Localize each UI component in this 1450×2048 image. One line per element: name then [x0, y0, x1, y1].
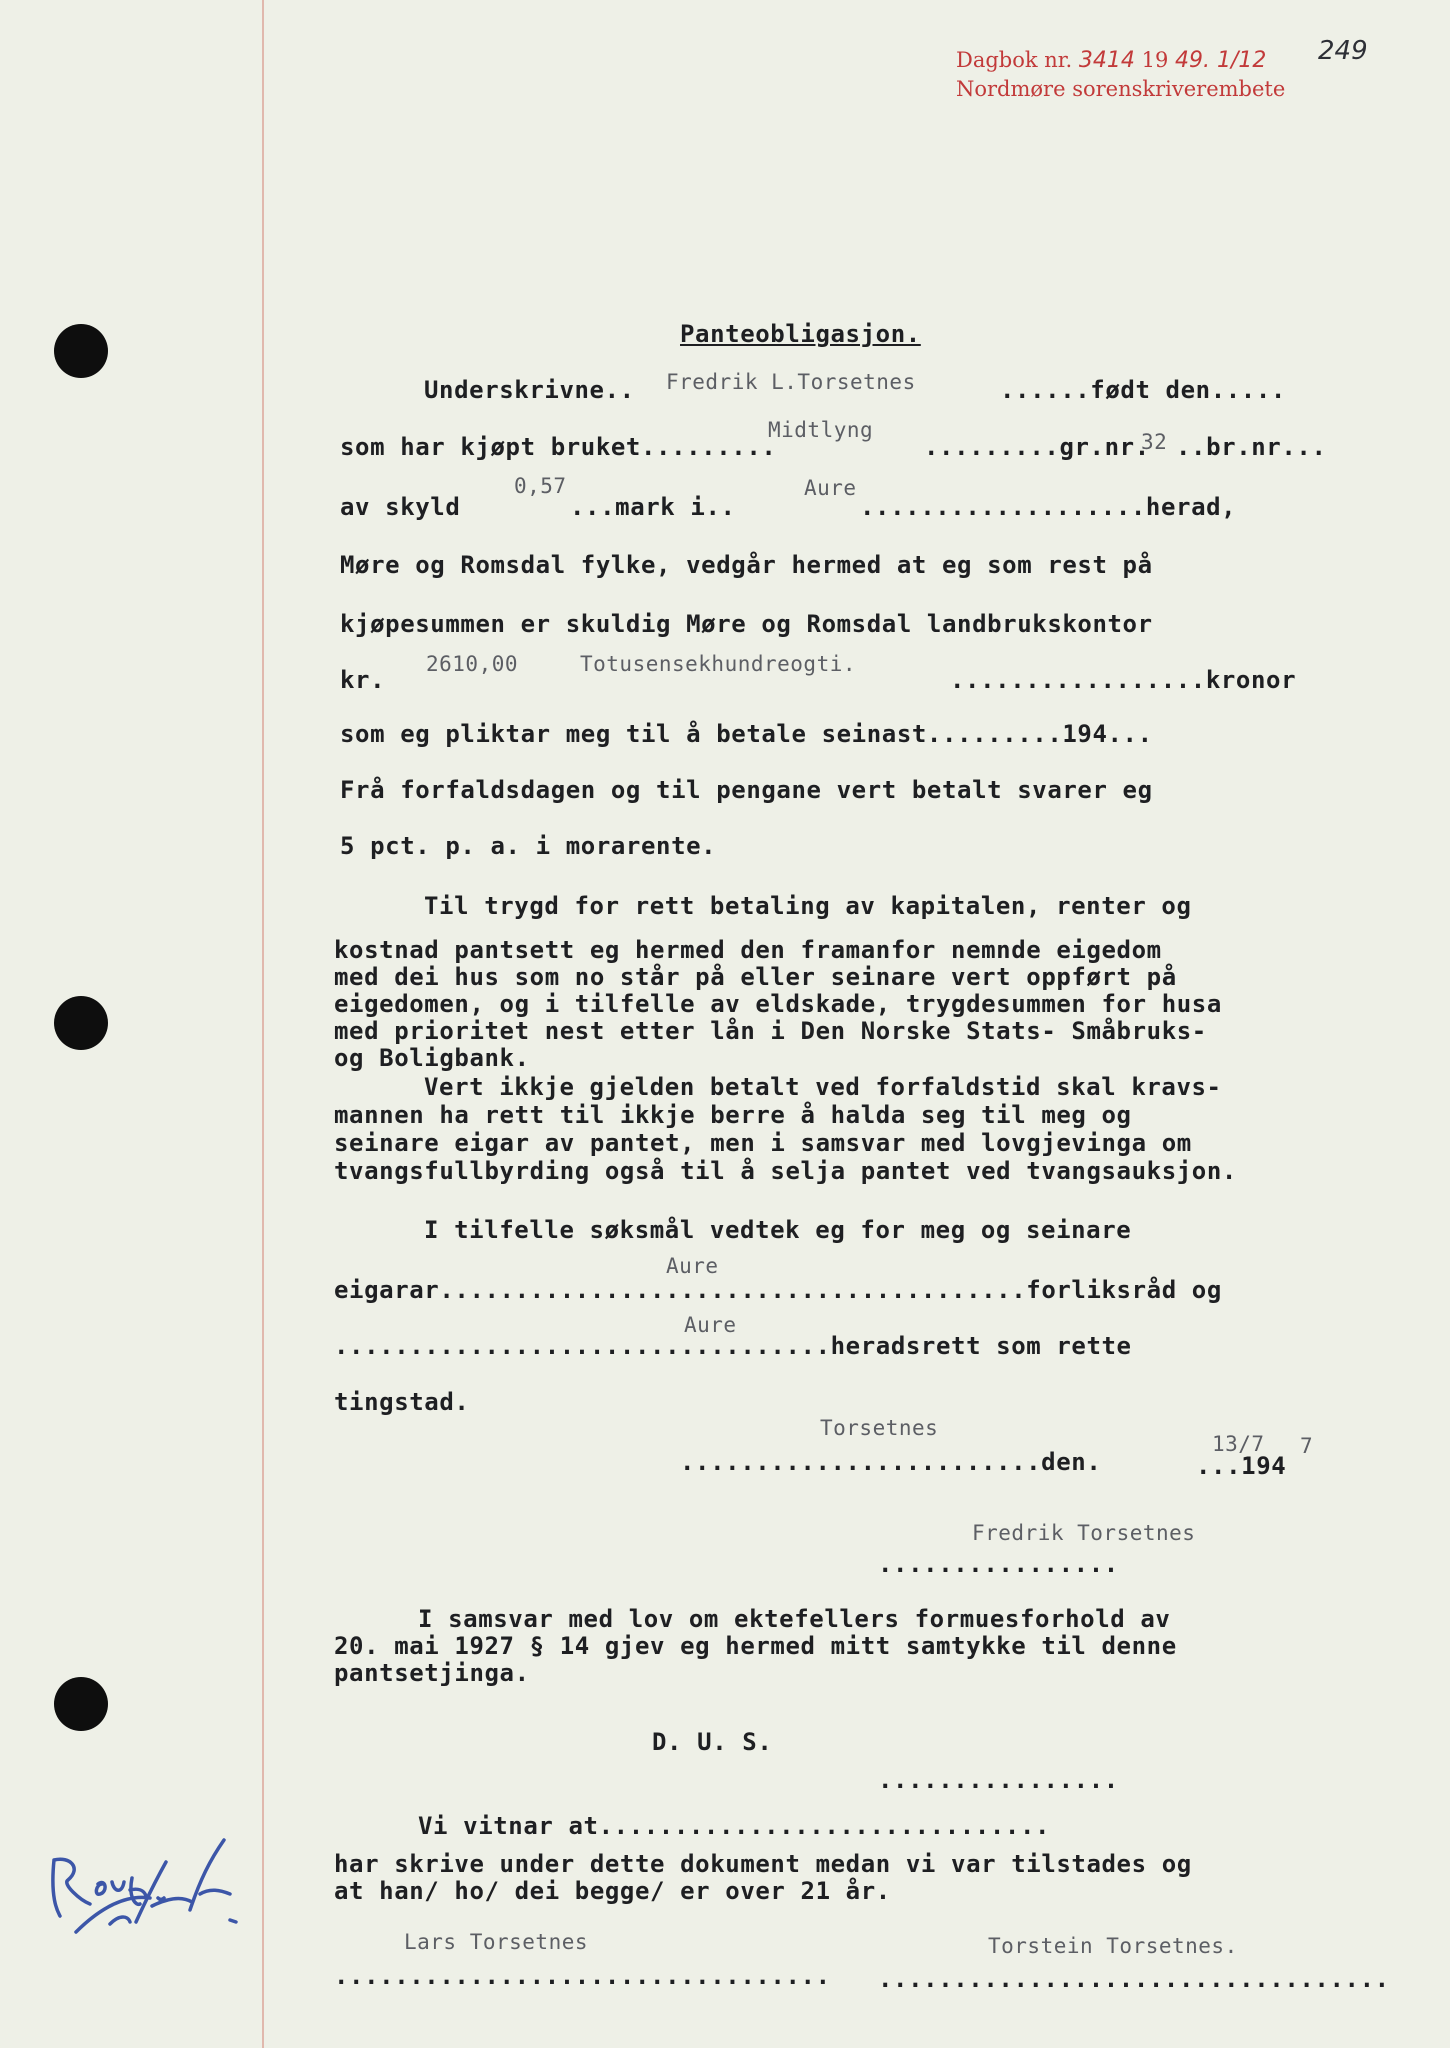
form-line: kr.: [340, 666, 386, 694]
form-line: .................................heradsrett som rette: [334, 1332, 1132, 1360]
stamp-office: Nordmøre sorenskriverembete: [956, 77, 1286, 101]
filled-farm: Midtlyng: [768, 418, 874, 442]
filled-signer: Fredrik Torsetnes: [972, 1521, 1196, 1545]
filled-forliksrad: Aure: [666, 1254, 719, 1278]
filled-gnr: 32: [1141, 430, 1168, 454]
stamp-year-date: 49. 1/12: [1175, 48, 1267, 73]
form-line: med dei hus som no står på eller seinare vert oppført på: [334, 963, 1177, 991]
filled-year-digit: 7: [1300, 1434, 1314, 1458]
form-line: mannen ha rett til ikkje berre å halda seg til meg og: [334, 1101, 1132, 1129]
form-line: kjøpesummen er skuldig Møre og Romsdal landbrukskontor: [340, 610, 1153, 638]
form-line: 5 pct. p. a. i morarente.: [340, 832, 717, 860]
form-line: som har kjøpt bruket.........: [340, 433, 777, 461]
form-line: kostnad pantsett eg hermed den framanfor nemnde eigedom: [334, 936, 1162, 964]
form-line: ......født den.....: [1000, 376, 1286, 404]
form-line: tvangsfullbyrding også til å selja pantet ved tvangsauksjon.: [334, 1157, 1237, 1185]
filled-herad: Aure: [804, 476, 857, 500]
filled-witness-2: Torstein Torsetnes.: [988, 1934, 1238, 1958]
form-line: I samsvar med lov om ektefellers formuesforhold av: [418, 1605, 1171, 1633]
stamp-year-prefix: 19: [1141, 48, 1169, 72]
form-line: Vi vitnar at..............................: [418, 1812, 1051, 1840]
filled-name: Fredrik L.Torsetnes: [666, 370, 916, 394]
filled-heradsrett: Aure: [684, 1313, 737, 1337]
form-line: at han/ ho/ dei begge/ er over 21 år.: [334, 1877, 891, 1905]
form-line: som eg pliktar meg til å betale seinast.........194...: [340, 720, 1153, 748]
form-line: ................: [878, 1766, 1119, 1794]
punch-hole: [54, 996, 108, 1050]
form-line: ...194: [1196, 1452, 1287, 1480]
form-line: ...................herad,: [860, 493, 1237, 521]
stamp-dagbok-number: 3414: [1078, 48, 1135, 73]
punch-hole: [54, 324, 108, 378]
form-line: .................................: [334, 1962, 831, 1990]
form-line: tingstad.: [334, 1388, 470, 1416]
form-line: Møre og Romsdal fylke, vedgår hermed at eg som rest på: [340, 551, 1153, 579]
page-number: 249: [1318, 36, 1368, 66]
form-line: eigarar.......................................forliksråd og: [334, 1276, 1222, 1304]
form-line: seinare eigar av pantet, men i samsvar med lovgjevinga om: [334, 1129, 1192, 1157]
form-line: Frå forfaldsdagen og til pengane vert betalt svarer eg: [340, 776, 1153, 804]
document-title: Panteobligasjon.: [680, 320, 921, 348]
filled-amount: 2610,00: [426, 652, 519, 676]
form-line: .................kronor: [950, 666, 1297, 694]
stamp-line-1: [956, 48, 1266, 73]
form-line: ........................den.: [680, 1448, 1102, 1476]
stamp-dagbok-label: Dagbok nr.: [956, 48, 1073, 72]
form-line: av skyld: [340, 493, 461, 521]
filled-place: Torsetnes: [820, 1416, 939, 1440]
form-line: ...mark i..: [570, 493, 736, 521]
form-line: 20. mai 1927 § 14 gjev eg hermed mitt samtykke til denne: [334, 1632, 1177, 1660]
filled-witness-1: Lars Torsetnes: [404, 1930, 589, 1954]
filled-skyld: 0,57: [514, 474, 567, 498]
form-line: Til trygd for rett betaling av kapitalen, renter og: [424, 892, 1192, 920]
margin-rule: [262, 0, 264, 2048]
filled-date: 13/7: [1212, 1432, 1265, 1456]
form-line: pantsetjinga.: [334, 1659, 530, 1687]
punch-hole: [54, 1677, 108, 1731]
form-line: D. U. S.: [652, 1728, 773, 1756]
form-line: Underskrivne..: [424, 376, 635, 404]
form-line: ..br.nr...: [1176, 433, 1327, 461]
form-line: ................: [878, 1550, 1119, 1578]
form-line: Vert ikkje gjelden betalt ved forfaldstid skal kravs-: [424, 1073, 1222, 1101]
form-line: og Boligbank.: [334, 1044, 530, 1072]
filled-amount-words: Totusensekhundreogti.: [580, 652, 857, 676]
form-line: har skrive under dette dokument medan vi var tilstades og: [334, 1850, 1192, 1878]
form-line: eigedomen, og i tilfelle av eldskade, trygdesummen for husa: [334, 990, 1222, 1018]
form-line: ..................................: [878, 1965, 1390, 1993]
form-line: med prioritet nest etter lån i Den Norske Stats- Småbruks-: [334, 1017, 1207, 1045]
handwritten-signature: [40, 1820, 260, 1940]
form-line: I tilfelle søksmål vedtek eg for meg og seinare: [424, 1216, 1132, 1244]
form-line: .........gr.nr.: [924, 433, 1150, 461]
